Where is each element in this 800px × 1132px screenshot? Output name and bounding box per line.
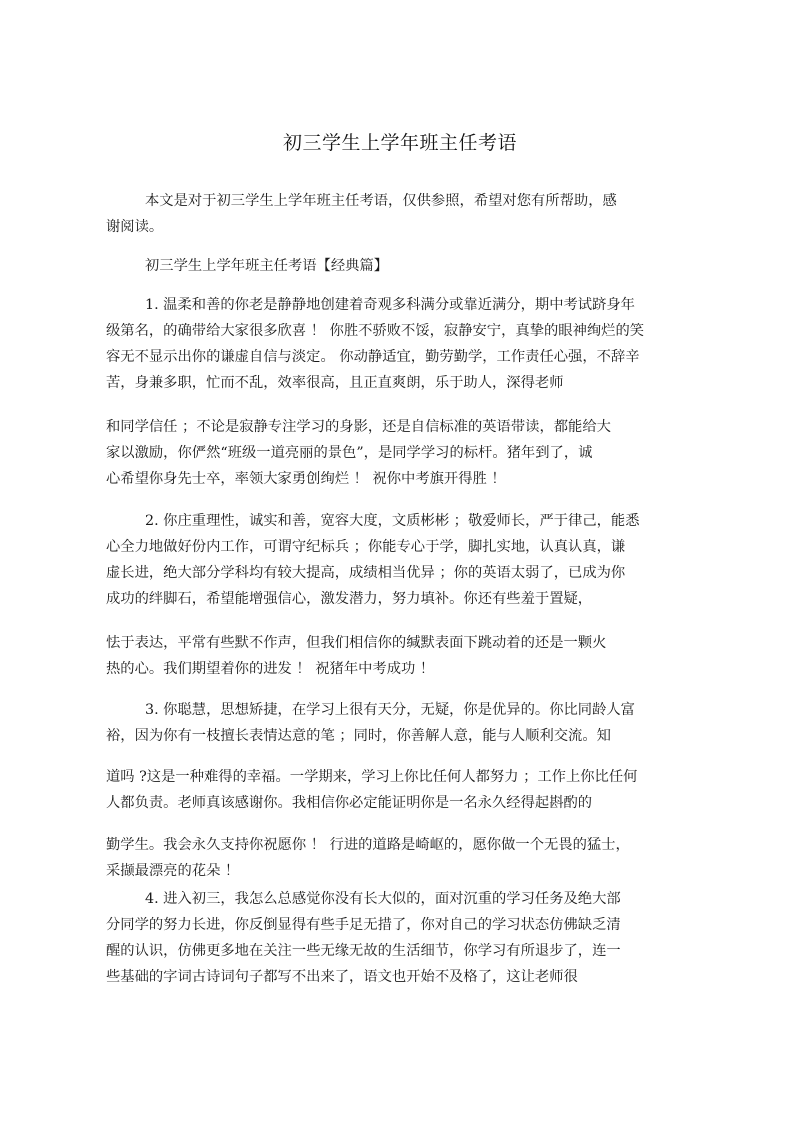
text-line: 醒的认识，仿佛更多地在关注一些无缘无故的生活细节，你学习有所退步了，连一 xyxy=(106,943,621,959)
text-line: 谢阅读。 xyxy=(106,219,164,235)
text-line: 2. 你庄重理性，诚实和善，宽容大度，文质彬彬 ；敬爱师长，严于律己，能悉 xyxy=(145,513,640,529)
text-line: 和同学信任 ；不论是寂静专注学习的身影，还是自信标准的英语带读，都能给大 xyxy=(106,419,611,435)
text-line: 1. 温柔和善的你老是静静地创建着奇观多科满分或靠近满分，期中考试跻身年 xyxy=(145,297,635,313)
text-line: 成功的绊脚石，希望能增强信心，激发潜力，努力填补。你还有些羞于置疑， xyxy=(106,591,593,607)
text-line: 家以激励，你俨然“班级一道亮丽的景色”，是同学学习的标杆。猪年到了，诚 xyxy=(106,445,593,461)
text-line: 本文是对于初三学生上学年班主任考语，仅供参照，希望对您有所帮助，感 xyxy=(145,193,617,209)
text-line: 级第名，的确带给大家很多欣喜 ！ 你胜不骄败不馁，寂静安宁，真挚的眼神绚烂的笑 xyxy=(106,323,645,339)
text-line: 道吗 ?这是一种难得的幸福。一学期来，学习上你比任何人都努力 ；工作上你比任何 xyxy=(106,769,638,785)
text-line: 心全力地做好份内工作，可谓守纪标兵 ；你能专心于学，脚扎实地，认真认真，谦 xyxy=(106,539,626,555)
text-line: 容无不显示出你的谦虚自信与淡定。 你动静适宜，勤劳勤学，工作责任心强，不辞辛 xyxy=(106,349,640,365)
text-line: 初三学生上学年班主任考语【经典篇】 xyxy=(145,258,389,274)
document-title: 初三学生上学年班主任考语 xyxy=(282,132,517,154)
text-line: 4. 进入初三，我怎么总感觉你没有长大似的，面对沉重的学习任务及绝大部 xyxy=(145,891,621,907)
text-line: 分同学的努力长进，你反倒显得有些手足无措了，你对自己的学习状态仿佛缺乏清 xyxy=(106,917,621,933)
text-line: 怯于表达，平常有些默不作声，但我们相信你的缄默表面下跳动着的还是一颗火 xyxy=(106,635,607,651)
text-line: 心希望你身先士卒，率领大家勇创绚烂 ！ 祝你中考旗开得胜 ！ xyxy=(106,471,506,487)
text-line: 人都负责。老师真该感谢你。我相信你必定能证明你是一名永久经得起斟酌的 xyxy=(106,795,593,811)
text-line: 采撷最漂亮的花朵 ！ xyxy=(106,863,240,879)
text-line: 裕，因为你有一枝擅长表情达意的笔 ；同时，你善解人意，能与人顺利交流。知 xyxy=(106,728,611,744)
text-line: 热的心。我们期望着你的进发 ！ 祝猪年中考成功 ！ xyxy=(106,661,435,677)
text-line: 虚长进，绝大部分学科均有较大提高，成绩相当优异 ；你的英语太弱了，已成为你 xyxy=(106,565,626,581)
text-line: 勤学生。我会永久支持你祝愿你 ！ 行进的道路是崎岖的，愿你做一个无畏的猛士， xyxy=(106,837,630,853)
text-line: 3. 你聪慧，思想矫捷，在学习上很有天分，无疑，你是优异的。你比同龄人富 xyxy=(145,702,635,718)
text-line: 些基础的字词古诗词句子都写不出来了，语文也开始不及格了，这让老师很 xyxy=(106,969,578,985)
text-line: 苦，身兼多职，忙而不乱，效率很高，且正直爽朗，乐于助人，深得老师 xyxy=(106,375,564,391)
